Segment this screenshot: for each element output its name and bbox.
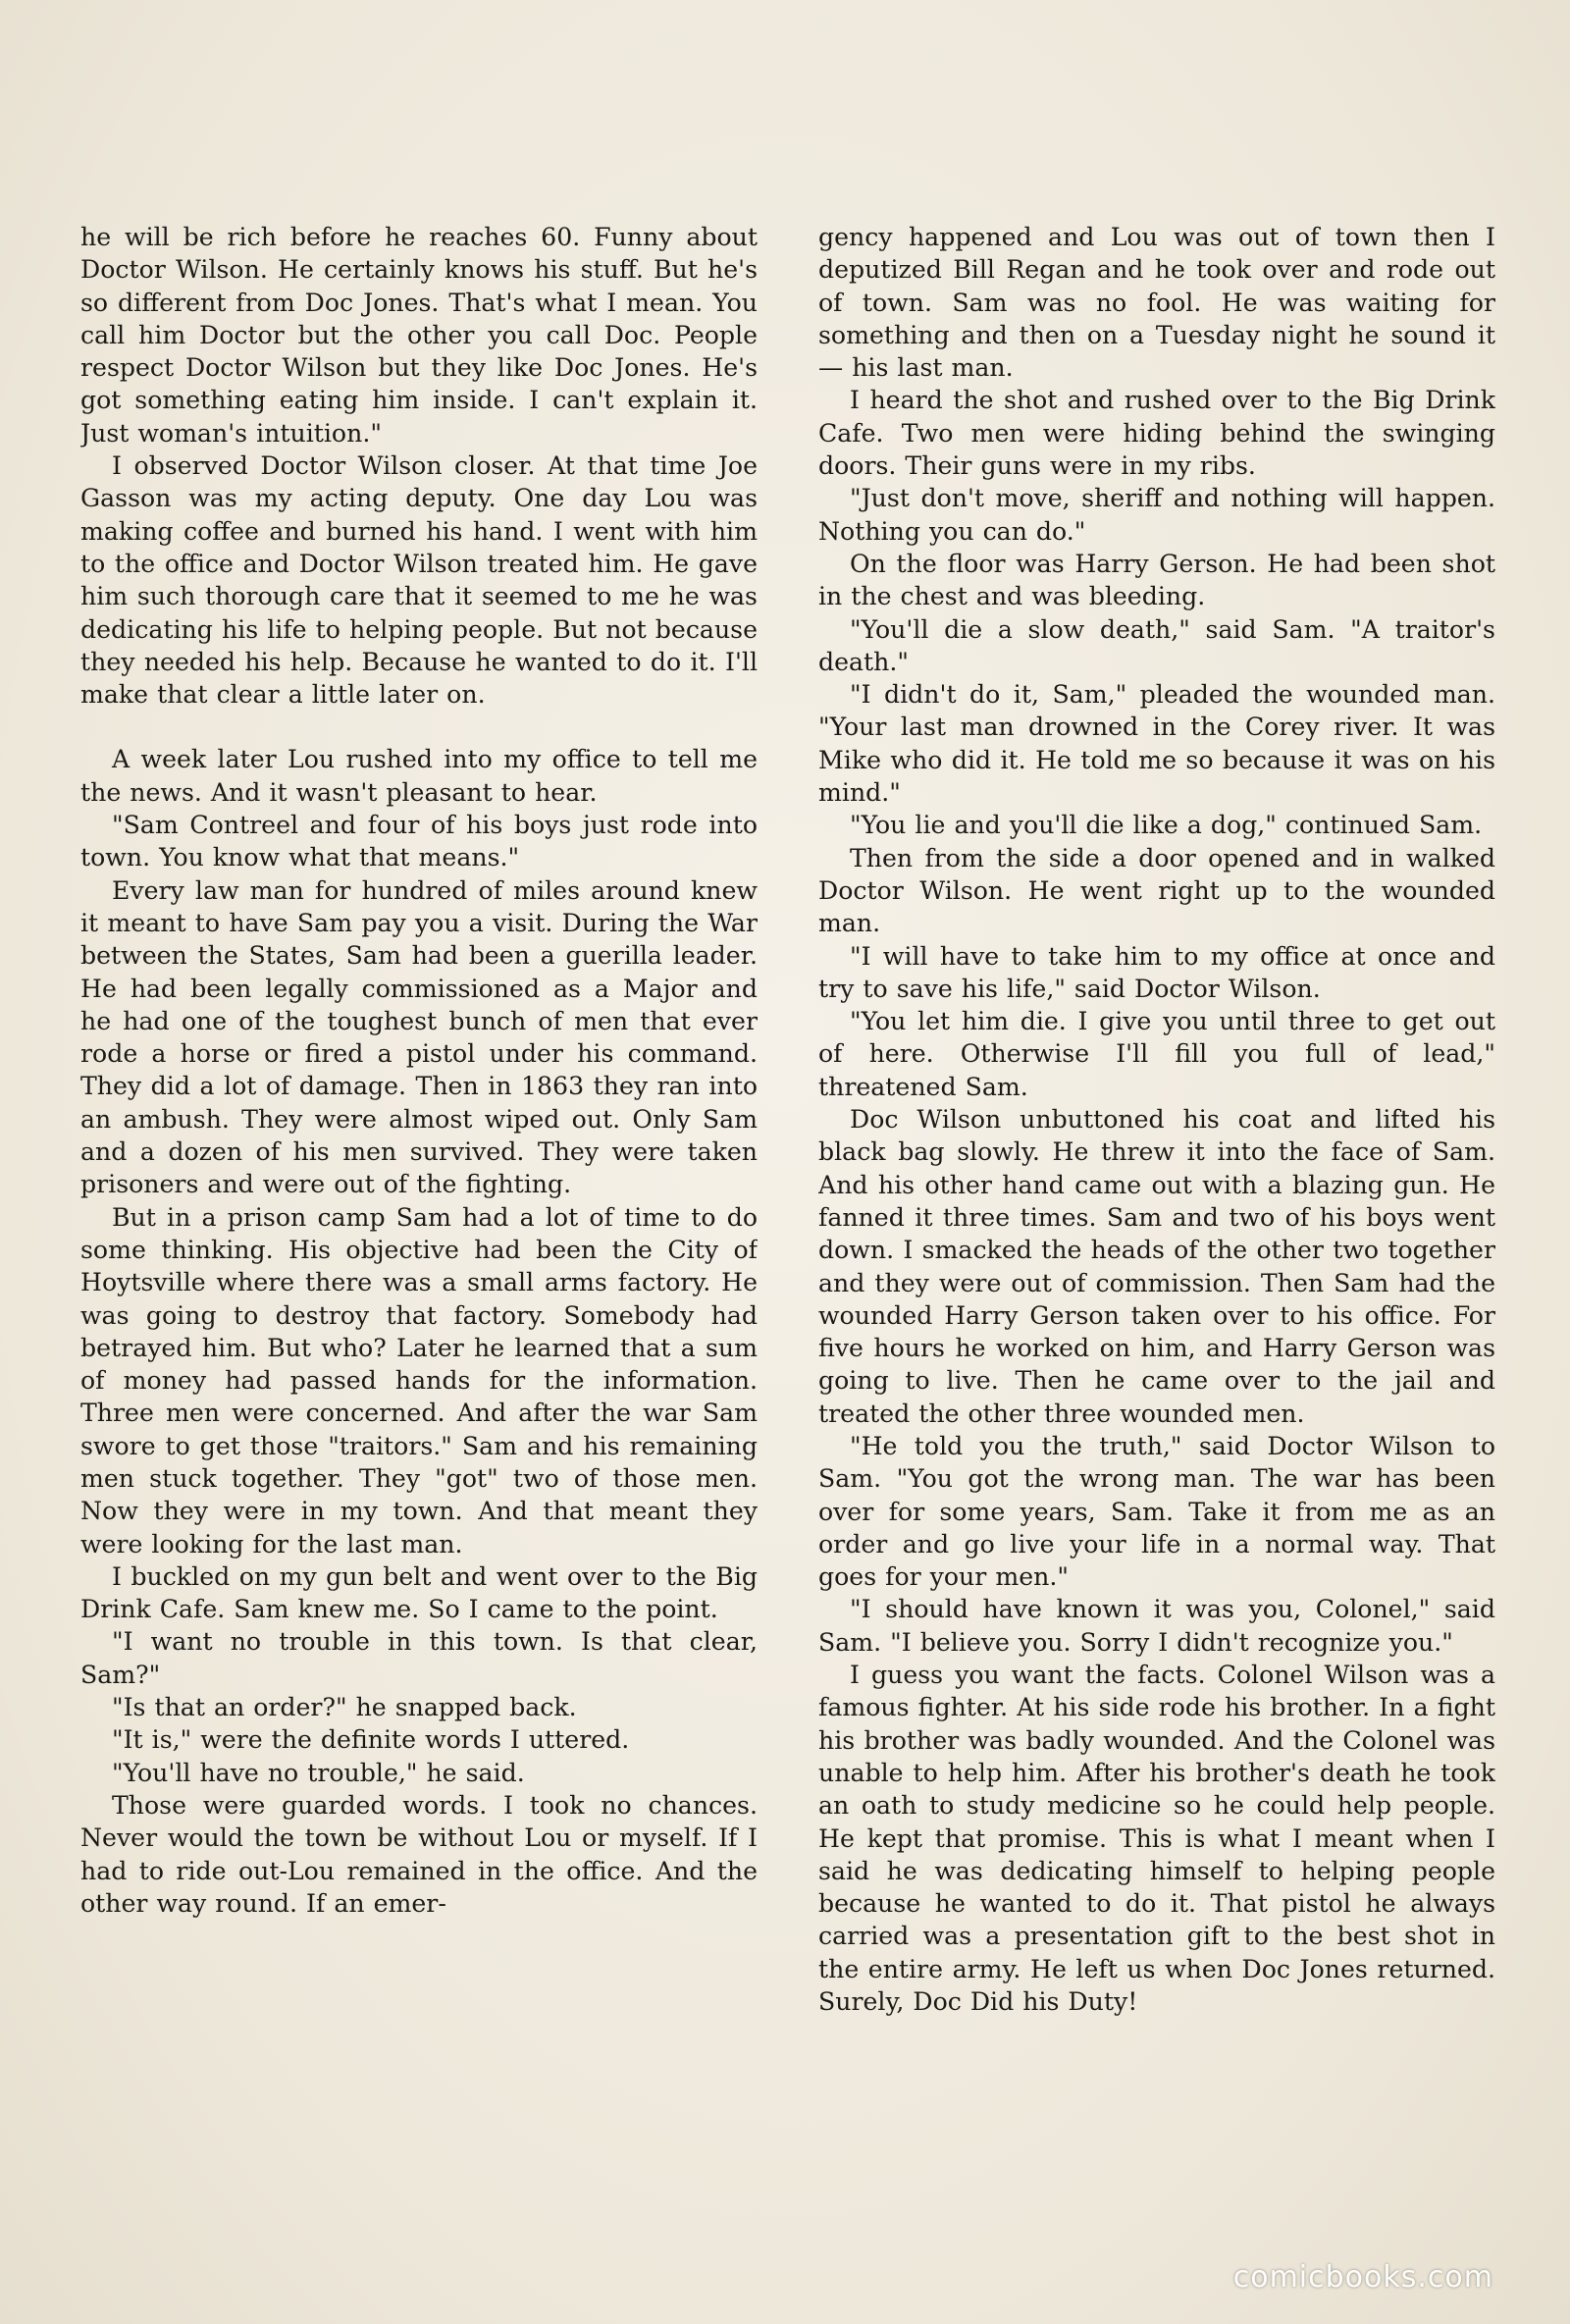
paragraph: "I want no trouble in this town. Is that clear, Sam?": [80, 1627, 758, 1689]
paragraph: gency happened and Lou was out of town then I deputized Bill Regan and he took over and rode out of town. Sam was no fool. He was waiting for something and then on a Tuesday night he sound it — his last man.: [818, 223, 1495, 383]
watermark: comicbooks.com: [1232, 2260, 1493, 2295]
paragraph: "Sam Contreel and four of his boys just rode into town. You know what that means.": [80, 811, 758, 872]
paragraph: "You'll have no trouble," he said.: [112, 1758, 525, 1787]
left-text-column: [80, 221, 758, 2193]
paragraph: Then from the side a door opened and in walked Doctor Wilson. He went right up to the wounded man.: [818, 843, 1495, 938]
paragraph: I observed Doctor Wilson closer. At that time Joe Gasson was my acting deputy. One day Lou was making coffee and burned his hand. I went with him to the office and Doctor Wilson treated him. He gave him such thorough care that it seemed to me he was dedicating his life to helping people. But not because they needed his help. Because he wanted to do it. I'll make that clear a little later on.: [80, 451, 758, 710]
paragraph: "You let him die. I give you until three to get out of here. Otherwise I'll fill you full of lead," threatened Sam.: [818, 1007, 1495, 1101]
paragraph: I heard the shot and rushed over to the Big Drink Cafe. Two men were hiding behind the swinging doors. Their guns were in my ribs.: [818, 386, 1495, 481]
paragraph: "It is," were the definite words I uttered.: [112, 1725, 630, 1755]
paragraph: "Just don't move, sheriff and nothing will happen. Nothing you can do.": [818, 484, 1495, 546]
paragraph: "I should have known it was you, Colonel," said Sam. "I believe you. Sorry I didn't recognize you.": [818, 1595, 1495, 1657]
paragraph: "You lie and you'll die like a dog," continued Sam.: [850, 811, 1483, 840]
paragraph: he will be rich before he reaches 60. Funny about Doctor Wilson. He certainly knows his stuff. But he's so different from Doc Jones. That's what I mean. You call him Doctor but the other you call Doc. People respect Doctor Wilson but they like Doc Jones. He's got something eating him inside. I can't explain it. Just woman's intuition.": [80, 223, 758, 448]
paragraph: On the floor was Harry Gerson. He had been shot in the chest and was bleeding.: [818, 549, 1495, 611]
paragraph: "Is that an order?" he snapped back.: [112, 1693, 577, 1722]
paragraph: "You'll die a slow death," said Sam. "A traitor's death.": [818, 614, 1495, 676]
right-text-column: [818, 221, 1495, 2193]
paragraph: Doc Wilson unbuttoned his coat and lifted his black bag slowly. He threw it into the face of Sam. And his other hand came out with a blazing gun. He fanned it three times. Sam and two of his boys went down. I smacked the heads of the other two together and they were out of commission. Then Sam had the wounded Harry Gerson taken over to his office. For five hours he worked on him, and Harry Gerson was going to live. Then he came over to the jail and treated the other three wounded men.: [818, 1105, 1495, 1428]
paragraph: "He told you the truth," said Doctor Wilson to Sam. "You got the wrong man. The war has been over for some years, Sam. Take it from me as an order and go live your life in a normal way. That goes for your men.": [818, 1431, 1495, 1592]
paragraph: Every law man for hundred of miles around knew it meant to have Sam pay you a visit. During the War between the States, Sam had been a guerilla leader. He had been legally commissioned as a Major and he had one of the toughest bunch of men that ever rode a horse or fired a pistol under his command. They did a lot of damage. Then in 1863 they ran into an ambush. They were almost wiped out. Only Sam and a dozen of his men survived. They were taken prisoners and were out of the fighting.: [80, 875, 758, 1199]
paragraph: "I didn't do it, Sam," pleaded the wounded man. "Your last man drowned in the Corey river. It was Mike who did it. He told me so because it was on his mind.": [818, 680, 1495, 808]
paragraph: I buckled on my gun belt and went over to the Big Drink Cafe. Sam knew me. So I came to the point.: [80, 1561, 758, 1624]
paragraph: But in a prison camp Sam had a lot of time to do some thinking. His objective had been the City of Hoytsville where there was a small arms factory. He was going to destroy that factory. Somebody had betrayed him. But who? Later he learned that a sum of money had passed hands for the information. Three men were concerned. And after the war Sam swore to get those "traitors." Sam and his remaining men stuck together. They "got" two of those men. Now they were in my town. And that meant they were looking for the last man.: [80, 1202, 758, 1558]
paragraph: A week later Lou rushed into my office to tell me the news. And it wasn't pleasant to hear.: [80, 745, 758, 807]
paragraph: Those were guarded words. I took no chances. Never would the town be without Lou or myself. If I had to ride out-Lou remained in the office. And the other way round. If an emer-: [80, 1790, 758, 1918]
paragraph: I guess you want the facts. Colonel Wilson was a famous fighter. At his side rode his brother. In a fight his brother was badly wounded. And the Colonel was unable to help him. After his brother's death he took an oath to study medicine so he could help people. He kept that promise. This is what I meant when I said he was dedicating himself to helping people because he wanted to do it. That pistol he always carried was a presentation gift to the best shot in the entire army. He left us when Doc Jones returned. Surely, Doc Did his Duty!: [818, 1661, 1495, 2017]
paragraph: "I will have to take him to my office at once and try to save his life," said Doctor Wilson.: [818, 941, 1495, 1003]
